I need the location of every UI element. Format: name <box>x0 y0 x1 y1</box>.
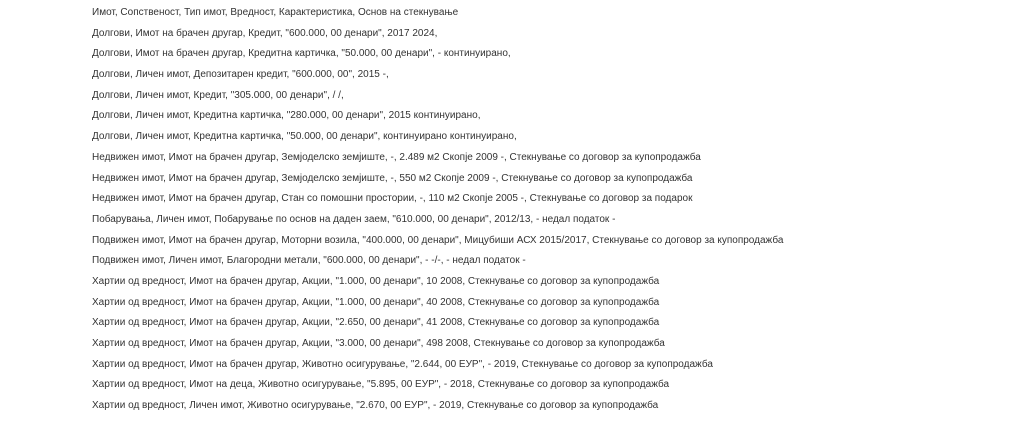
asset-line: Хартии од вредност, Имот на брачен другар, Акции, "1.000, 00 денари", 40 2008, Стекнување со договор за купопродажба <box>92 296 660 308</box>
asset-line: Долгови, Личен имот, Кредит, "305.000, 00 денари", / /, <box>92 89 344 101</box>
asset-line: Долгови, Имот на брачен другар, Кредитна картичка, "50.000, 00 денари", - континуирано, <box>92 48 511 60</box>
asset-line: Хартии од вредност, Имот на брачен другар, Акции, "2.650, 00 денари", 41 2008, Стекнување со договор за купопродажба <box>92 317 660 329</box>
asset-line: Долгови, Личен имот, Депозитарен кредит, "600.000, 00", 2015 -, <box>92 69 389 81</box>
asset-line: Побарувања, Личен имот, Побарување по основ на даден заем, "610.000, 00 денари", 2012/13, - недал податок - <box>92 213 616 225</box>
asset-line: Хартии од вредност, Имот на брачен другар, Акции, "3.000, 00 денари", 498 2008, Стекнување со договор за купопродажба <box>92 338 665 349</box>
header-line: Имот, Сопственост, Тип имот, Вредност, Карактеристика, Основ на стекнување <box>92 7 459 18</box>
asset-line: Хартии од вредност, Имот на брачен другар, Животно осигурување, "2.644, 00 ЕУР", - 2019, Стекнување со договор за купопродажба <box>92 358 713 370</box>
asset-line: Подвижен имот, Личен имот, Благородни метали, "600.000, 00 денари", - -/-, - недал податок - <box>92 255 526 267</box>
asset-line: Недвижен имот, Имот на брачен другар, Земјоделско земјиште, -, 2.489 м2 Скопје 2009 -, Стекнување со договор за купопродажба <box>92 151 701 163</box>
asset-line: Недвижен имот, Имот на брачен другар, Земјоделско земјиште, -, 550 м2 Скопје 2009 -, Стекнување со договор за купопродажба <box>92 172 693 184</box>
asset-line: Подвижен имот, Имот на брачен другар, Моторни возила, "400.000, 00 денари", Мицубиши АСХ 2015/2017, Стекнување со договор за купопродажба <box>92 234 784 246</box>
asset-line: Долгови, Имот на брачен другар, Кредит, "600.000, 00 денари", 2017 2024, <box>92 27 438 39</box>
asset-line: Недвижен имот, Имот на брачен другар, Стан со помошни простории, -, 110 м2 Скопје 2005 -, Стекнување со договор за подарок <box>92 193 693 205</box>
asset-line: Хартии од вредност, Личен имот, Животно осигурување, "2.670, 00 ЕУР", - 2019, Стекнување со договор за купопродажба <box>92 400 659 412</box>
asset-line: Долгови, Личен имот, Кредитна картичка, "50.000, 00 денари", континуирано континуирано, <box>92 131 517 143</box>
asset-line: Хартии од вредност, Имот на деца, Животно осигурување, "5.895, 00 ЕУР", - 2018, Стекнување со договор за купопродажба <box>92 379 670 391</box>
asset-line: Долгови, Личен имот, Кредитна картичка, "280.000, 00 денари", 2015 континуирано, <box>92 110 481 122</box>
asset-line: Хартии од вредност, Имот на брачен другар, Акции, "1.000, 00 денари", 10 2008, Стекнување со договор за купопродажба <box>92 275 660 287</box>
